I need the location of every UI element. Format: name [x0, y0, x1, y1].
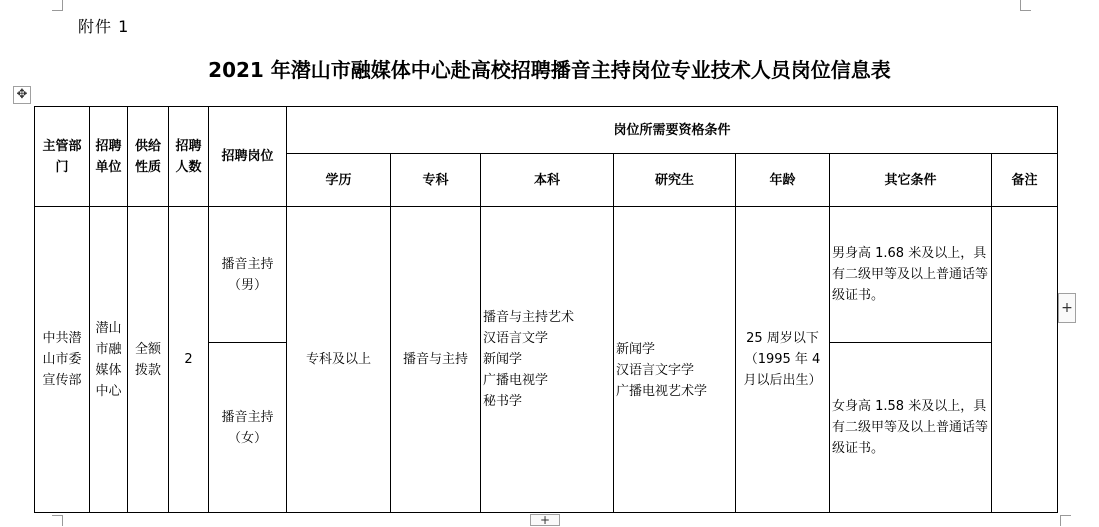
bachelor-line: 广播电视学 [483, 373, 549, 388]
page-corner-mark [1020, 0, 1031, 11]
header-unit: 招聘单位 [90, 107, 128, 207]
header-dept: 主管部门 [35, 107, 90, 207]
attachment-label: 附件 1 [78, 17, 130, 36]
cell-position-female: 播音主持（女） [209, 343, 287, 513]
cell-other-female: 女身高 1.58 米及以上，具有二级甲等及以上普通话等级证书。 [830, 343, 992, 513]
cell-count: 2 [169, 207, 209, 513]
header-position: 招聘岗位 [209, 107, 287, 207]
bachelor-line: 新闻学 [483, 352, 523, 367]
cell-position-male: 播音主持（男） [209, 207, 287, 343]
table-move-handle-icon[interactable]: ✥ [13, 86, 31, 104]
page-corner-mark [52, 515, 63, 526]
cell-education: 专科及以上 [287, 207, 391, 513]
cell-dept: 中共潜山市委宣传部 [35, 207, 90, 513]
add-column-icon[interactable]: + [1058, 293, 1076, 323]
header-other: 其它条件 [830, 154, 992, 207]
position-info-table [34, 106, 1058, 513]
cell-major: 播音与主持 [391, 207, 481, 513]
bachelor-line: 播音与主持艺术 [483, 310, 575, 325]
cell-other-male: 男身高 1.68 米及以上，具有二级甲等及以上普通话等级证书。 [830, 207, 992, 343]
document-title: 2021 年潜山市融媒体中心赴高校招聘播音主持岗位专业技术人员岗位信息表 [208, 58, 891, 82]
page-corner-mark [52, 0, 63, 11]
graduate-line: 新闻学 [616, 341, 656, 357]
cell-bachelor [481, 207, 614, 513]
header-requirements-group: 岗位所需要资格条件 [287, 107, 1058, 154]
header-education: 学历 [287, 154, 391, 207]
bachelor-line: 汉语言文学 [483, 331, 549, 346]
graduate-line: 广播电视艺术学 [616, 383, 708, 399]
page-corner-mark [1060, 515, 1071, 526]
header-age: 年龄 [736, 154, 830, 207]
cell-age: 25 周岁以下（1995 年 4 月以后出生） [736, 207, 830, 513]
cell-funding-type: 全额拨款 [128, 207, 169, 513]
graduate-line: 汉语言文字学 [616, 362, 695, 378]
bachelor-line: 秘书学 [483, 394, 523, 409]
cell-unit: 潜山市融媒体中心 [90, 207, 128, 513]
header-funding-type: 供给性质 [128, 107, 169, 207]
header-count: 招聘人数 [169, 107, 209, 207]
cell-graduate [614, 207, 736, 513]
add-row-icon[interactable]: + [530, 514, 560, 526]
header-graduate: 研究生 [614, 154, 736, 207]
cell-remark [992, 207, 1058, 513]
header-major: 专科 [391, 154, 481, 207]
header-bachelor: 本科 [481, 154, 614, 207]
header-remark: 备注 [992, 154, 1058, 207]
